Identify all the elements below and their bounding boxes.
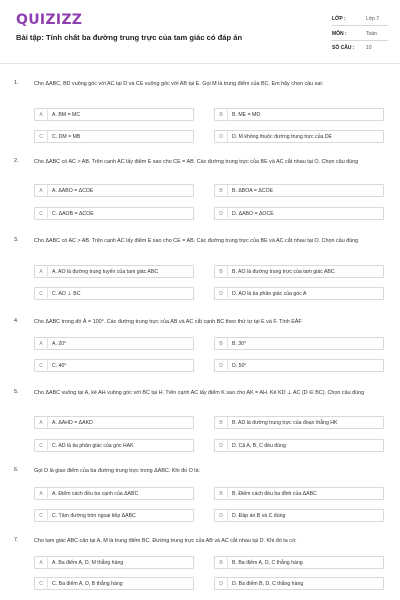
option-text: B. ΔBOA = ΔCOE xyxy=(232,188,274,194)
option-letter: B xyxy=(215,338,228,350)
option-text: A. ΔABO = ΔCOE xyxy=(52,188,94,194)
option-letter: C xyxy=(35,288,48,300)
option-d[interactable] xyxy=(214,287,384,300)
option-c[interactable] xyxy=(34,439,194,452)
option-text: A. Điểm cách đều ba cạnh của ΔABC xyxy=(52,491,139,497)
option-text: B. ME = MD xyxy=(232,112,261,118)
option-c[interactable] xyxy=(34,130,194,143)
question-text: Gọi O là giao điểm của ba đường trung trực trong ΔABC. Khi đó O là: xyxy=(34,468,200,474)
option-text: B. Ba điểm A, D, C thẳng hàng xyxy=(232,560,303,566)
option-d[interactable] xyxy=(214,207,384,220)
meta-subject-value: Toán xyxy=(366,31,377,37)
option-letter: C xyxy=(35,360,48,372)
option-text: D. Cả A, B, C đều đúng xyxy=(232,443,286,449)
option-text: A. BM = MC xyxy=(52,112,81,118)
worksheet-header xyxy=(0,0,400,62)
option-letter: D xyxy=(215,440,228,452)
option-c[interactable] xyxy=(34,577,194,590)
meta-divider xyxy=(332,40,388,41)
question-text: Cho ΔABC vuông tại A, kẻ AH vuông góc với BC tại H. Trên cạnh AC lấy điểm K sao cho AK = AH. Kẻ KD ⊥ AC (D ∈ BC). Chọn câu đúng xyxy=(34,390,365,396)
option-text: A. Ba điểm A, D, M thẳng hàng xyxy=(52,560,124,566)
option-text: B. Điểm cách đều ba đỉnh của ΔABC xyxy=(232,491,317,497)
option-letter: A xyxy=(35,338,48,350)
option-letter: D xyxy=(215,208,228,220)
meta-class-label: LỚP : xyxy=(332,16,346,22)
option-text: D. M không thuộc đường trung trực của DE xyxy=(232,134,333,140)
option-d[interactable] xyxy=(214,577,384,590)
option-b[interactable] xyxy=(214,337,384,350)
option-a[interactable] xyxy=(34,265,194,278)
option-letter: A xyxy=(35,417,48,429)
option-letter: A xyxy=(35,557,48,569)
question-number: 2. xyxy=(14,158,19,164)
meta-divider xyxy=(332,25,388,26)
option-text: C. Ba điểm A, D, B thẳng hàng xyxy=(52,581,123,587)
option-b[interactable] xyxy=(214,108,384,121)
question-number: 7. xyxy=(14,537,19,543)
option-text: A. 20° xyxy=(52,341,67,347)
option-text: C. AD là tia phân giác của góc HAK xyxy=(52,443,134,449)
option-c[interactable] xyxy=(34,359,194,372)
option-text: D. Ba điểm B, D, C thẳng hàng xyxy=(232,581,304,587)
option-letter: D xyxy=(215,510,228,522)
option-letter: C xyxy=(35,578,48,590)
question-text: Cho ΔABC, BD vuông góc với AC tại D và CE vuông góc với AB tại E. Gọi M là trung điểm của BC. Em hãy chọn câu sai: xyxy=(34,81,324,87)
option-text: B. 30° xyxy=(232,341,247,347)
option-d[interactable] xyxy=(214,359,384,372)
question-number: 6. xyxy=(14,467,19,473)
option-text: D. Đáp án B và C đúng xyxy=(232,513,286,519)
option-letter: A xyxy=(35,185,48,197)
option-letter: A xyxy=(35,109,48,121)
option-d[interactable] xyxy=(214,130,384,143)
worksheet-title: Bài tập: Tính chất ba đường trung trực của tam giác có đáp án xyxy=(16,33,243,42)
option-text: C. AO ⊥ BC xyxy=(52,291,81,297)
question-text: Cho ΔABC có AC > AB. Trên cạnh AC lấy điểm E sao cho CE = AB. Các đường trung trực của BE và AC cắt nhau tại O. Chọn câu đúng xyxy=(34,159,359,165)
option-text: C. ΔAOB = ΔCOE xyxy=(52,211,94,217)
option-letter: B xyxy=(215,417,228,429)
option-letter: C xyxy=(35,440,48,452)
option-letter: D xyxy=(215,288,228,300)
option-a[interactable] xyxy=(34,556,194,569)
option-a[interactable] xyxy=(34,184,194,197)
question-number: 3. xyxy=(14,237,19,243)
question-number: 1. xyxy=(14,80,19,86)
option-a[interactable] xyxy=(34,416,194,429)
option-letter: C xyxy=(35,131,48,143)
question-text: Cho tam giác ABC cân tại A, M là trung điểm BC. Đường trung trực của AB và AC cắt nhau tại D. Khi đó ta có: xyxy=(34,538,297,544)
question-number: 4. xyxy=(14,318,19,324)
meta-count-label: SỐ CÂU : xyxy=(332,45,355,51)
option-letter: B xyxy=(215,266,228,278)
option-b[interactable] xyxy=(214,416,384,429)
option-text: C. 40° xyxy=(52,363,67,369)
option-c[interactable] xyxy=(34,509,194,522)
option-b[interactable] xyxy=(214,265,384,278)
option-c[interactable] xyxy=(34,287,194,300)
option-text: A. AO là đường trung tuyến của tam giác ABC xyxy=(52,269,159,275)
option-a[interactable] xyxy=(34,108,194,121)
option-b[interactable] xyxy=(214,556,384,569)
option-letter: D xyxy=(215,131,228,143)
option-letter: B xyxy=(215,109,228,121)
option-d[interactable] xyxy=(214,439,384,452)
option-text: D. AO là tia phân giác của góc A xyxy=(232,291,307,297)
question-number: 5. xyxy=(14,389,19,395)
option-letter: B xyxy=(215,185,228,197)
option-d[interactable] xyxy=(214,509,384,522)
meta-subject-label: MÔN : xyxy=(332,31,347,37)
meta-count-value: 10 xyxy=(366,45,372,51)
question-text: Cho ΔABC có AC > AB. Trên cạnh AC lấy điểm E sao cho CE = AB. Các đường trung trực của BE và AC cắt nhau tại O. Chọn câu đúng xyxy=(34,238,359,244)
option-letter: D xyxy=(215,360,228,372)
option-b[interactable] xyxy=(214,184,384,197)
option-text: A. ΔAHD = ΔAKD xyxy=(52,420,93,426)
option-text: B. AD là đường trung trực của đoạn thẳng HK xyxy=(232,420,338,426)
quizizz-logo: QUIZIZZ xyxy=(16,12,83,28)
option-text: D. ΔABO = ΔOCE xyxy=(232,211,274,217)
option-letter: C xyxy=(35,208,48,220)
option-text: B. AO là đường trung trực của tam giác ABC xyxy=(232,269,335,275)
option-letter: B xyxy=(215,557,228,569)
option-letter: A xyxy=(35,266,48,278)
option-text: C. Tâm đường tròn ngoại tiếp ΔABC xyxy=(52,513,136,519)
option-a[interactable] xyxy=(34,487,194,500)
question-text: Cho ΔABC trong đó Â = 100°. Các đường trung trực của AB và AC cắt cạnh BC theo thứ tự tại E và F. Tính EÂF xyxy=(34,319,302,325)
header-divider xyxy=(0,63,400,64)
option-c[interactable] xyxy=(34,207,194,220)
option-letter: C xyxy=(35,510,48,522)
option-a[interactable] xyxy=(34,337,194,350)
option-text: D. 50° xyxy=(232,363,247,369)
option-letter: B xyxy=(215,488,228,500)
option-letter: A xyxy=(35,488,48,500)
option-letter: D xyxy=(215,578,228,590)
option-b[interactable] xyxy=(214,487,384,500)
meta-class-value: Lớp 7 xyxy=(366,16,380,22)
option-text: C. DM = MB xyxy=(52,134,81,140)
